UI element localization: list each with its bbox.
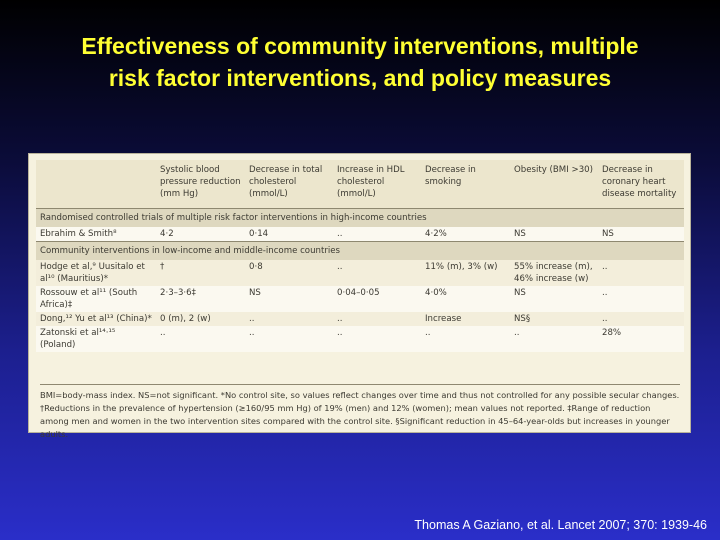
table-cell: Ebrahim & Smith⁸ [36,227,156,242]
table-cell: 0·8 [245,260,333,286]
column-header-chd-mortality: Decrease in coronary heart disease mortality [602,165,677,199]
table-cell: 55% increase (m), 46% increase (w) [510,260,598,286]
table-cell: 0 (m), 2 (w) [156,312,245,326]
table-cell: .. [156,326,245,352]
table-cell: 4·0% [421,286,510,312]
column-header-total-cholesterol: Decrease in total cholesterol (mmol/L) [249,165,323,199]
table-cell: NS [245,286,333,312]
table-row [36,227,684,242]
table-panel [28,153,691,439]
table-cell: 4·2 [156,227,245,242]
table-cell: 0·04–0·05 [333,286,421,312]
table-cell: .. [598,286,684,312]
table-cell: † [156,260,245,286]
table-cell: .. [245,312,333,326]
table-header-row [36,160,684,209]
section-heading-row [36,209,684,228]
table-cell: Increase [421,312,510,326]
table-row [36,286,684,312]
table-cell: .. [598,312,684,326]
table-row [36,260,684,286]
column-header-smoking: Decrease in smoking [425,165,476,187]
table-cell: Hodge et al,⁹ Uusitalo et al¹⁰ (Mauritius)* [36,260,156,286]
citation: Thomas A Gaziano, et al. Lancet 2007; 370: 1939-46 [414,518,707,532]
table-footnote: BMI=body-mass index. NS=not significant. *No control site, so values reflect changes over time and thus not controlled for any possible secular changes. †Reductions in the prevalence of hypertension (≥160/95 mm Hg) of 19% (men) and 12% (women); mean values not reported. ‡Range of reduction among men and women in the two intervention sites compared with the control site. §Significant reduction in 45–64-year-olds but increases in younger adults. [40,384,680,441]
column-header-obesity: Obesity (BMI >30) [514,165,593,175]
table-cell: 11% (m), 3% (w) [421,260,510,286]
table-cell: 0·14 [245,227,333,242]
section-heading: Randomised controlled trials of multiple risk factor interventions in high-income countries [36,209,684,228]
slide-title [0,30,720,94]
table-cell: NS§ [510,312,598,326]
column-header-study [36,160,156,209]
table-cell: NS [510,227,598,242]
table-row [36,312,684,326]
table-cell: 2·3–3·6‡ [156,286,245,312]
table-cell: .. [245,326,333,352]
table-cell: Zatonski et al¹⁴·¹⁵ (Poland) [36,326,156,352]
column-header-systolic-bp: Systolic blood pressure reduction (mm Hg) [160,165,241,199]
table-cell: .. [598,260,684,286]
section-heading: Community interventions in low-income and middle-income countries [36,242,684,261]
section-heading-row [36,242,684,261]
slide-title-line-2: risk factor interventions, and policy measures [108,65,612,91]
table-cell: .. [333,227,421,242]
slide-title-line-1: Effectiveness of community interventions, multiple [81,33,639,59]
table-cell: .. [333,312,421,326]
interventions-table [36,160,684,352]
table-cell: Dong,¹² Yu et al¹³ (China)* [36,312,156,326]
table-row [36,326,684,352]
table-cell: .. [510,326,598,352]
table-cell: 4·2% [421,227,510,242]
column-header-hdl-cholesterol: Increase in HDL cholesterol (mmol/L) [337,165,405,199]
table-cell: Rossouw et al¹¹ (South Africa)‡ [36,286,156,312]
table-cell: .. [421,326,510,352]
table-cell: 28% [598,326,684,352]
table-cell: NS [598,227,684,242]
table-cell: .. [333,260,421,286]
table-cell: NS [510,286,598,312]
table-cell: .. [333,326,421,352]
